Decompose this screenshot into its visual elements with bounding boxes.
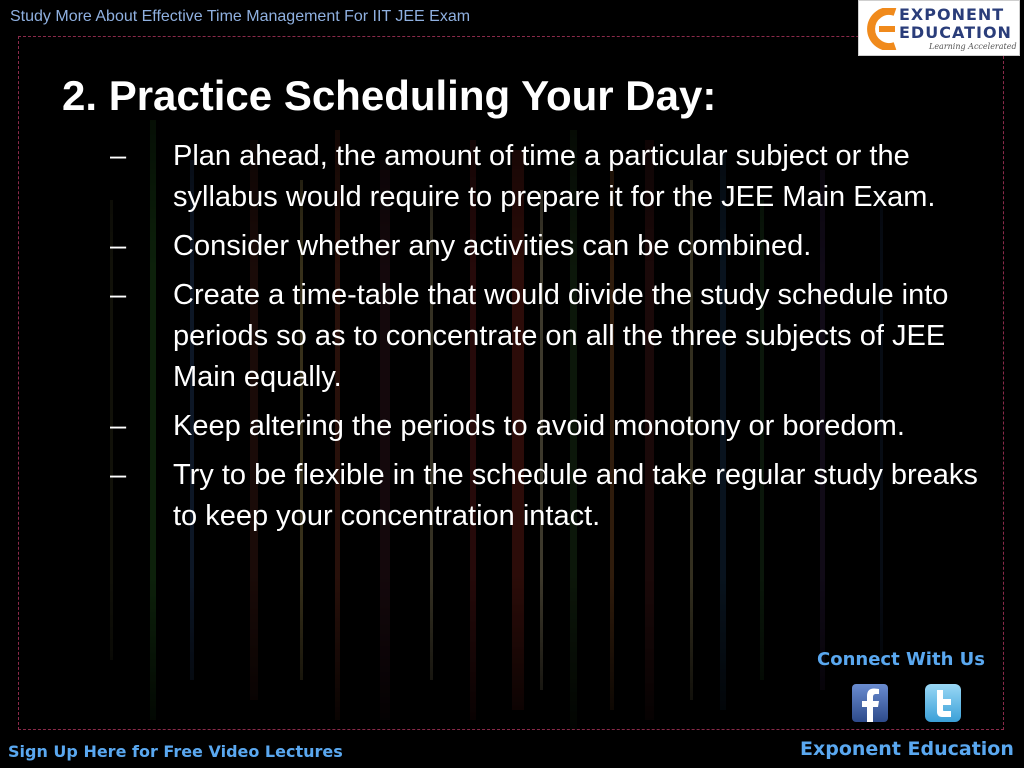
bullet-item bbox=[110, 226, 990, 267]
bullet-dash: – bbox=[110, 459, 127, 491]
bullet-item bbox=[110, 455, 990, 537]
bullet-dash: – bbox=[110, 279, 127, 311]
logo-tagline: Learning Accelerated bbox=[929, 42, 1017, 51]
bullet-text: Consider whether any activities can be combined. bbox=[173, 230, 812, 262]
logo-mark-icon bbox=[865, 8, 899, 50]
bullet-dash: – bbox=[110, 140, 127, 172]
top-link-study-more[interactable]: Study More About Effective Time Management For IIT JEE Exam bbox=[10, 8, 471, 25]
bullet-item bbox=[110, 136, 990, 218]
connect-with-us-label: Connect With Us bbox=[817, 649, 985, 670]
slide-title: 2. Practice Scheduling Your Day: bbox=[62, 72, 717, 119]
twitter-icon[interactable] bbox=[924, 683, 962, 723]
bullet-item bbox=[110, 406, 990, 447]
facebook-icon[interactable] bbox=[851, 683, 889, 723]
exponent-education-link[interactable]: Exponent Education bbox=[800, 738, 1014, 760]
bullet-text: Try to be flexible in the schedule and take regular study breaks to keep your concentration intact. bbox=[173, 459, 978, 532]
logo-text-line1: EXPONENT bbox=[899, 5, 1005, 24]
bullet-list bbox=[110, 136, 990, 545]
bullet-dash: – bbox=[110, 410, 127, 442]
signup-free-lectures-link[interactable]: Sign Up Here for Free Video Lectures bbox=[8, 742, 343, 761]
logo-text-line2: EDUCATION bbox=[899, 23, 1012, 42]
bullet-text: Plan ahead, the amount of time a particular subject or the syllabus would require to prepare it for the JEE Main Exam. bbox=[173, 140, 936, 213]
bullet-item bbox=[110, 275, 990, 398]
exponent-education-logo[interactable] bbox=[858, 0, 1020, 56]
bullet-dash: – bbox=[110, 230, 127, 262]
bullet-text: Create a time-table that would divide the study schedule into periods so as to concentrate on all the three subjects of JEE Main equally. bbox=[173, 279, 949, 393]
bullet-text: Keep altering the periods to avoid monotony or boredom. bbox=[173, 410, 905, 442]
